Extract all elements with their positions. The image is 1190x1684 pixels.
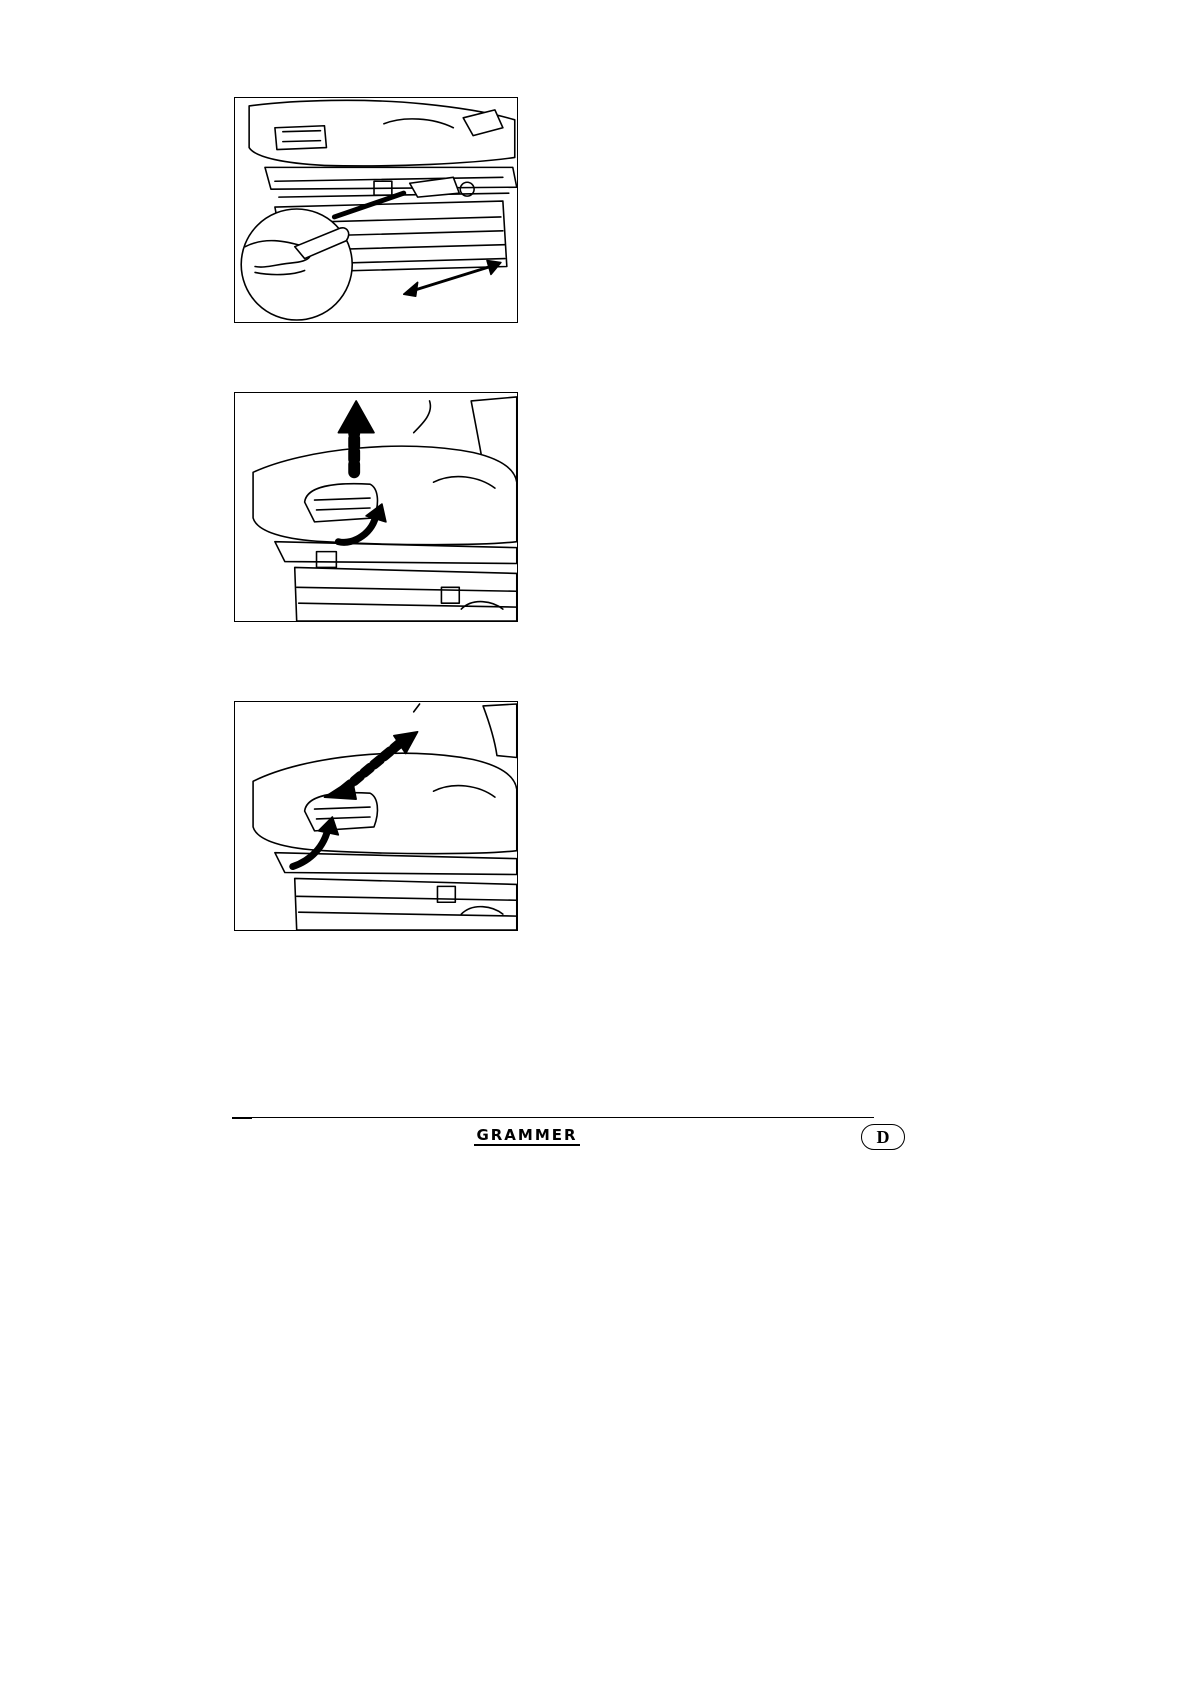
language-badge: D [861, 1124, 905, 1150]
footer-rule [232, 1117, 874, 1118]
illustration-seat-tilt [234, 392, 518, 622]
footer-rule-accent [232, 1117, 252, 1119]
illustration-seat-depth [234, 701, 518, 931]
illustration-seat-fore-aft [234, 97, 518, 323]
brand-logo: GRAMMER [474, 1126, 580, 1146]
